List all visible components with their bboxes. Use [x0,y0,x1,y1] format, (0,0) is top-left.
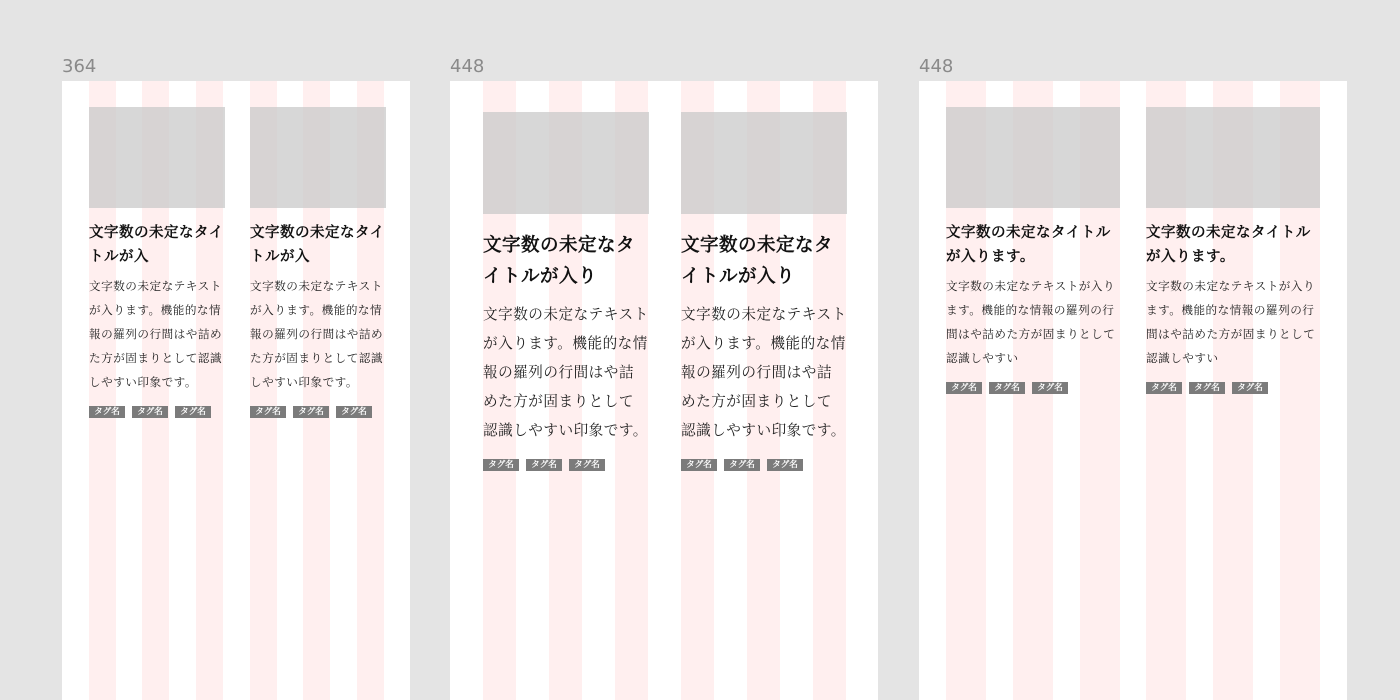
tag[interactable]: タグ名 [1189,382,1225,394]
card-thumbnail [250,107,386,208]
tag[interactable]: タグ名 [175,406,211,418]
card[interactable] [250,107,386,418]
card-text: 文字数の未定なテキストが入ります。機能的な情報の羅列の行間はや詰めた方が固まりとして認識しやすい [1146,279,1316,365]
tag[interactable]: タグ名 [569,459,605,471]
frame-width-label: 448 [450,56,485,77]
card-text: 文字数の未定なテキストが入ります。機能的な情報の羅列の行間はや詰めた方が固まりとして認識しやすい印象です。 [681,306,847,439]
tag[interactable]: タグ名 [724,459,760,471]
card[interactable] [483,112,649,471]
tag[interactable]: タグ名 [1146,382,1182,394]
card-title: 文字数の未定なタイトルが入ります。 [1146,225,1311,265]
tag-list [946,382,1120,394]
tag[interactable]: タグ名 [1032,382,1068,394]
tag-list [250,406,386,418]
tag[interactable]: タグ名 [89,406,125,418]
card[interactable] [89,107,225,418]
tag[interactable]: タグ名 [946,382,982,394]
tag-list [483,459,649,471]
card-text: 文字数の未定なテキストが入ります。機能的な情報の羅列の行間はや詰めた方が固まりとして認識しやすい印象です。 [250,279,384,389]
card-title: 文字数の未定なタイトルが入り [483,235,636,287]
tag[interactable]: タグ名 [767,459,803,471]
tag-list [1146,382,1320,394]
tag-list [681,459,847,471]
tag[interactable]: タグ名 [483,459,519,471]
card-text: 文字数の未定なテキストが入ります。機能的な情報の羅列の行間はや詰めた方が固まりとして認識しやすい [946,279,1116,365]
card-thumbnail [1146,107,1320,208]
tag[interactable]: タグ名 [132,406,168,418]
card[interactable] [946,107,1120,394]
card-thumbnail [89,107,225,208]
frame-width-label: 448 [919,56,954,77]
card-title: 文字数の未定なタイトルが入 [89,225,224,265]
card-thumbnail [946,107,1120,208]
tag[interactable]: タグ名 [681,459,717,471]
card-thumbnail [483,112,649,214]
tag[interactable]: タグ名 [250,406,286,418]
card-title: 文字数の未定なタイトルが入り [681,235,834,287]
frame-448-compact [919,81,1347,700]
tag[interactable]: タグ名 [293,406,329,418]
frame-364 [62,81,410,700]
tag-list [89,406,225,418]
card-title: 文字数の未定なタイトルが入 [250,225,385,265]
tag[interactable]: タグ名 [1232,382,1268,394]
card-text: 文字数の未定なテキストが入ります。機能的な情報の羅列の行間はや詰めた方が固まりとして認識しやすい印象です。 [483,306,649,439]
tag[interactable]: タグ名 [526,459,562,471]
frame-448-large [450,81,878,700]
card-thumbnail [681,112,847,214]
tag[interactable]: タグ名 [336,406,372,418]
card[interactable] [1146,107,1320,394]
card-title: 文字数の未定なタイトルが入ります。 [946,225,1111,265]
card-text: 文字数の未定なテキストが入ります。機能的な情報の羅列の行間はや詰めた方が固まりとして認識しやすい印象です。 [89,279,223,389]
tag[interactable]: タグ名 [989,382,1025,394]
frame-width-label: 364 [62,56,97,77]
card[interactable] [681,112,847,471]
